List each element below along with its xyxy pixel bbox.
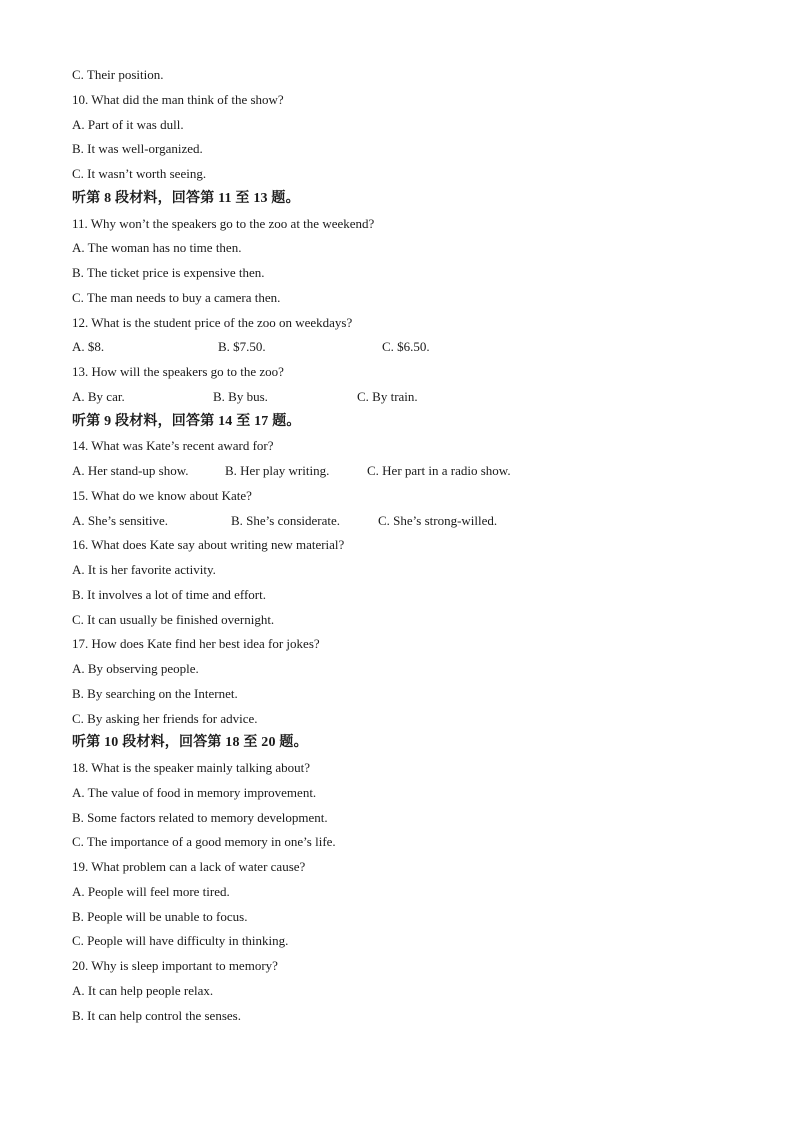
question-text: 17. How does Kate find her best idea for jokes? [72, 636, 320, 652]
answer-option: A. Part of it was dull. [72, 116, 184, 132]
answer-option: B. It can help control the senses. [72, 1007, 241, 1023]
answer-options-row [72, 459, 752, 484]
answer-option: C. The man needs to buy a camera then. [72, 289, 281, 305]
answer-option: C. It can usually be finished overnight. [72, 611, 275, 627]
answer-option: A. People will feel more tired. [72, 883, 230, 899]
section-heading: 听第 9 段材料，回答第 14 至 17 题。 [72, 413, 301, 429]
question-text: 13. How will the speakers go to the zoo? [72, 364, 284, 379]
answer-option: C. Her part in a radio show. [367, 463, 511, 478]
answer-option: B. She’s considerate. [231, 512, 341, 528]
section-heading: 听第 8 段材料，回答第 11 至 13 题。 [72, 190, 300, 206]
answer-option: C. She’s strong-willed. [378, 512, 498, 528]
answer-option: A. By car. [72, 388, 125, 404]
answer-option: B. $7.50. [218, 339, 266, 355]
exam-page [72, 63, 752, 1028]
question-text: 18. What is the speaker mainly talking about? [72, 760, 311, 775]
question-text: 10. What did the man think of the show? [72, 91, 284, 107]
answer-option: A. It can help people relax. [72, 982, 214, 998]
question-text: 12. What is the student price of the zoo on weekdays? [72, 314, 353, 330]
section-heading: 听第 10 段材料，回答第 18 至 20 题。 [72, 735, 308, 751]
question-text: 20. Why is sleep important to memory? [72, 958, 278, 973]
answer-option: B. By searching on the Internet. [72, 685, 238, 701]
answer-option: A. $8. [72, 339, 105, 355]
answer-options-row [72, 385, 752, 410]
answer-option: B. It involves a lot of time and effort. [72, 586, 266, 602]
answer-option: B. Some factors related to memory development. [72, 809, 328, 825]
question-text: 15. What do we know about Kate? [72, 487, 252, 503]
answer-option: A. It is her favorite activity. [72, 562, 216, 577]
answer-option: C. It wasn’t worth seeing. [72, 166, 207, 181]
question-text: 19. What problem can a lack of water cause? [72, 859, 306, 874]
question-text: 14. What was Kate’s recent award for? [72, 438, 274, 454]
answer-option: C. By asking her friends for advice. [72, 710, 258, 726]
answer-option: C. Their position. [72, 67, 164, 82]
answer-option: B. Her play writing. [225, 463, 330, 478]
question-text: 11. Why won’t the speakers go to the zoo at the weekend? [72, 215, 375, 231]
answer-option: B. The ticket price is expensive then. [72, 265, 265, 280]
answer-option: C. The importance of a good memory in one’s life. [72, 834, 336, 850]
answer-options-row [72, 335, 752, 360]
answer-option: B. People will be unable to focus. [72, 908, 248, 924]
answer-option: A. By observing people. [72, 661, 199, 676]
answer-option: A. Her stand-up show. [72, 463, 189, 478]
question-text: 16. What does Kate say about writing new material? [72, 537, 345, 553]
answer-option: C. $6.50. [382, 339, 430, 355]
answer-option: B. It was well-organized. [72, 141, 203, 157]
answer-option: C. People will have difficulty in thinking. [72, 933, 289, 949]
answer-option: B. By bus. [213, 388, 268, 404]
answer-options-row [72, 509, 752, 534]
answer-option: C. By train. [357, 388, 418, 404]
answer-option: A. She’s sensitive. [72, 512, 169, 528]
answer-option: A. The value of food in memory improvement. [72, 784, 317, 800]
answer-option: A. The woman has no time then. [72, 240, 242, 256]
